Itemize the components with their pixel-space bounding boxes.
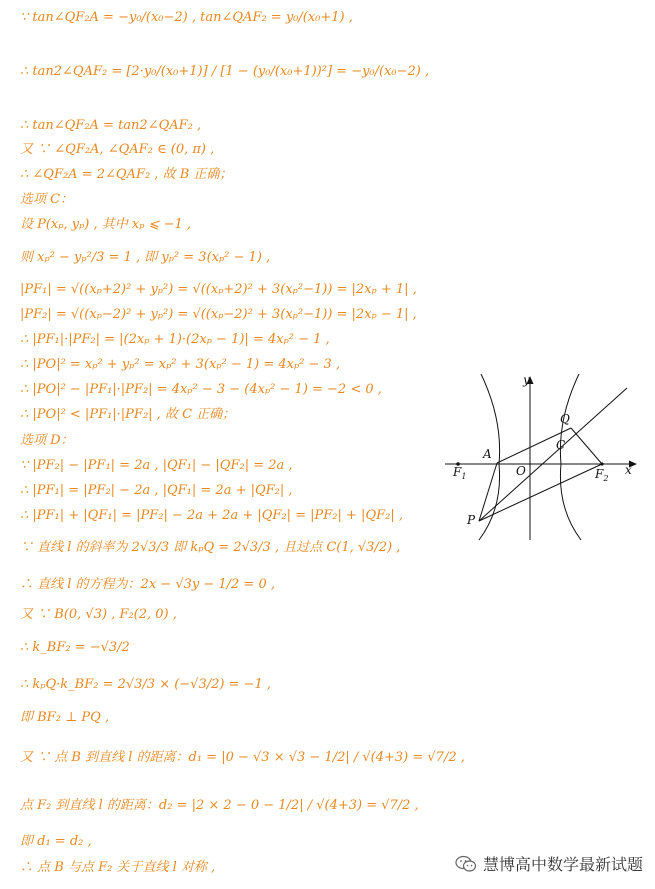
line-1: ∵ tan∠QF₂A = −y₀/(x₀−2) , tan∠QAF₂ = y₀/(x₀+1) , [20,10,353,25]
line-14: ∴ |PO|² < |PF₁|·|PF₂| , 故 C 正确； [20,407,236,422]
line-28: ∴ 点 B 与点 F₂ 关于直线 l 对称 , [20,860,216,875]
line-l [479,388,627,521]
line-3: ∴ tan∠QF₂A = tan2∠QAF₂ , [20,118,202,133]
line-17: ∴ |PF₁| = |PF₂| − 2a , |QF₁| = 2a + |QF₂| , [20,483,293,498]
line-21: 又 ∵ B(0, √3) , F₂(2, 0) , [20,607,177,622]
line-11: ∴ |PF₁|·|PF₂| = |(2xₚ + 1)·(2xₚ − 1)| = 4xₚ² − 1 , [20,332,330,347]
watermark [455,852,643,875]
line-24: 即 BF₂ ⊥ PQ , [20,710,110,725]
line-19: ∵ 直线 l 的斜率为 2√3/3 即 kₚQ = 2√3/3 , 且过点 C(1, √3/2) , [20,540,401,555]
line-15: 选项 D： [20,433,74,448]
label-O: O [516,464,526,478]
line-5: ∴ ∠QF₂A = 2∠QAF₂ , 故 B 正确； [20,167,233,182]
line-22: ∴ k_BF₂ = −√3/2 [20,640,130,655]
label-y: y [523,373,530,387]
line-12: ∴ |PO|² = xₚ² + yₚ² = xₚ² + 3(xₚ² − 1) = 4xₚ² − 3 , [20,357,341,372]
watermark-text: 慧博高中数学最新试题 [482,855,643,874]
label-P: P [467,513,476,527]
label-F2: $F_2$ [595,467,609,483]
line-26: 点 F₂ 到直线 l 的距离：d₂ = |2 × 2 − 0 − 1/2| / √(4+3) = √7/2 , [20,798,419,813]
segment-PF2 [479,464,602,521]
line-20: ∴ 直线 l 的方程为：2x − √3y − 1/2 = 0 , [20,577,275,592]
line-4: 又 ∵ ∠QF₂A, ∠QAF₂ ∈ (0, π) , [20,142,215,157]
line-18: ∴ |PF₁| + |QF₁| = |PF₂| − 2a + 2a + |QF₂| = |PF₂| + |QF₂| , [20,508,403,523]
wechat-icon [455,855,477,873]
label-C: C [556,438,566,452]
line-23: ∴ kₚQ·k_BF₂ = 2√3/3 × (−√3/2) = −1 , [20,677,272,692]
line-7: 设 P(xₚ, yₚ) , 其中 xₚ ⩽ −1 , [20,217,192,232]
label-A: A [483,447,492,461]
hyperbola-right-branch [560,374,581,540]
label-x: x [625,463,632,477]
segment-QF2 [571,428,602,464]
point-F2 [600,462,603,465]
line-16: ∵ |PF₂| − |PF₁| = 2a , |QF₁| − |QF₂| = 2a , [20,458,293,473]
line-27: 即 d₁ = d₂ , [20,834,92,849]
line-8: 则 xₚ² − yₚ²/3 = 1 , 即 yₚ² = 3(xₚ² − 1) , [20,250,271,265]
line-25: 又 ∵ 点 B 到直线 l 的距离：d₁ = |0 − √3 × √3 − 1/2| / √(4+3) = √7/2 , [20,750,465,765]
hyperbola-figure [437,368,642,543]
line-6: 选项 C： [20,192,74,207]
label-Q: Q [560,412,570,426]
line-9: |PF₁| = √((xₚ+2)² + yₚ²) = √((xₚ+2)² + 3(xₚ²−1)) = |2xₚ + 1| , [20,282,417,297]
line-2: ∴ tan2∠QAF₂ = [2·y₀/(x₀+1)] / [1 − (y₀/(x₀+1))²] = −y₀/(x₀−2) , [20,64,430,79]
label-F1: $F_1$ [453,465,467,481]
line-10: |PF₂| = √((xₚ−2)² + yₚ²) = √((xₚ−2)² + 3(xₚ²−1)) = |2xₚ − 1| , [20,307,417,322]
line-13: ∴ |PO|² − |PF₁|·|PF₂| = 4xₚ² − 3 − (4xₚ² − 1) = −2 < 0 , [20,382,382,397]
